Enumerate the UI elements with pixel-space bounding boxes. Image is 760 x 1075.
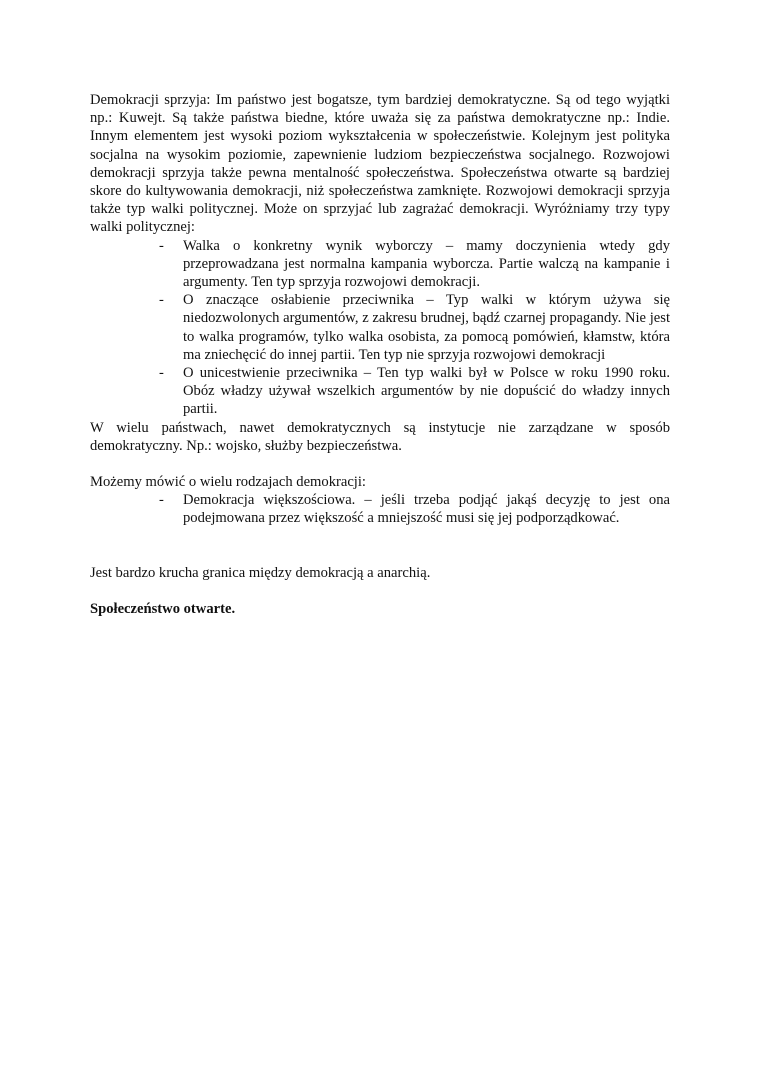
list-bullet: - (159, 292, 164, 309)
struggle-types-list (90, 237, 670, 419)
list-item-text: Walka o konkretny wynik wyborczy – mamy doczynienia wtedy gdy przeprowadzana jest normalna kampania wyborcza. Partie walczą na kampanie i argumenty. Ten typ sprzyja rozwojowi demokracji. (183, 237, 670, 291)
list-item (159, 291, 670, 364)
list-item (159, 237, 670, 292)
paragraph-spacer (90, 582, 670, 600)
list-item-text: O unicestwienie przeciwnika – Ten typ walki był w Polsce w roku 1990 roku. Obóz władzy używał wszelkich argumentów by nie dopuścić do władzy innych partii. (183, 365, 670, 418)
list-item-text: Demokracja większościowa. – jeśli trzeba podjąć jakąś decyzję to jest ona podejmowana przez większość a mniejszość musi się jej podporządkować. (183, 492, 670, 527)
list-item (159, 364, 670, 419)
open-society-heading: Społeczeństwo otwarte. (90, 600, 236, 617)
list-item-text: O znaczące osłabienie przeciwnika – Typ walki w którym używa się niedozwolonych argumentów, z zakresu brudnej, bądź czarnej propagandy. Nie jest to walka programów, tylko walka osobista, za pomocą pomówień, kłamstw, która ma zniechęcić do innej partii. Ten typ nie sprzyja rozwojowi demokracji (183, 292, 670, 363)
paragraph-spacer (90, 455, 670, 473)
document-page (90, 91, 670, 618)
list-bullet: - (159, 492, 164, 509)
democracy-types-list (90, 491, 670, 527)
list-item (159, 491, 670, 527)
list-bullet: - (159, 237, 164, 254)
list-bullet: - (159, 365, 164, 382)
institutions-paragraph: W wielu państwach, nawet demokratycznych są instytucje nie zarządzane w sposób demokratyczny. Np.: wojsko, służby bezpieczeństwa. (90, 419, 670, 454)
paragraph-spacer (90, 528, 670, 564)
boundary-sentence: Jest bardzo krucha granica między demokracją a anarchią. (90, 564, 431, 581)
intro-paragraph: Demokracji sprzyja: Im państwo jest bogatsze, tym bardziej demokratyczne. Są od tego wyjątki np.: Kuwejt. Są także państwa biedne, które uważa się za państwa demokratyczne np.: Indie. Innym elementem jest wysoki poziom wykształcenia w społeczeństwie. Kolejnym jest polityka socjalna na wysokim poziomie, zapewnienie ludziom bezpieczeństwa socjalnego. Rozwojowi demokracji sprzyja także pewna mentalność społeczeństwa. Społeczeństwa otwarte są bardziej skore do kultywowania demokracji, niż społeczeństwa zamknięte. Rozwojowi demokracji sprzyja także typ walki politycznej. Może on sprzyjać lub zagrażać demokracji. Wyróżniamy trzy typy walki politycznej: (90, 92, 670, 236)
democracy-types-intro: Możemy mówić o wielu rodzajach demokracji: (90, 474, 366, 491)
